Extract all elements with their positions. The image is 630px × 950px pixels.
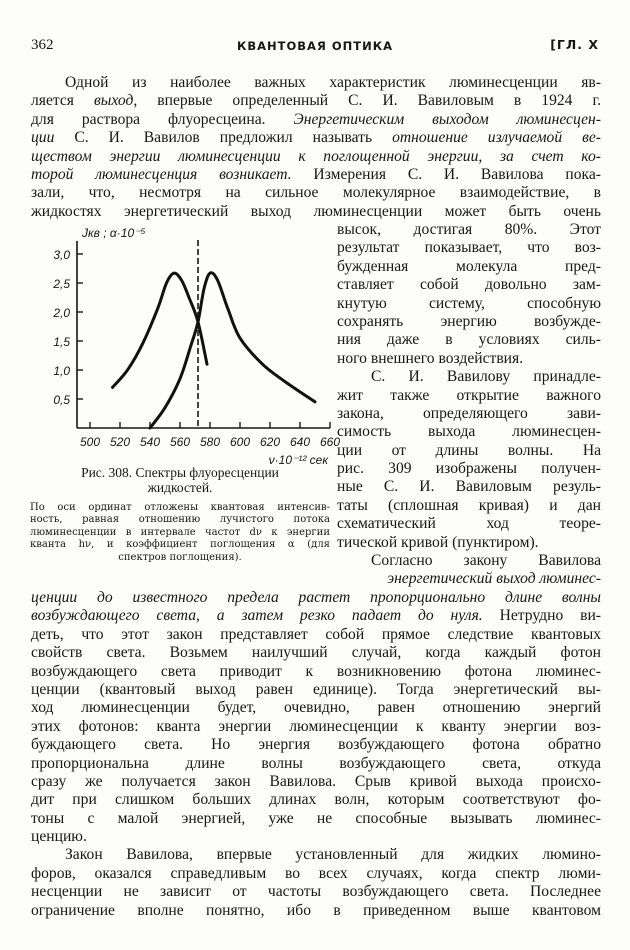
x-tick-label: 600 xyxy=(229,435,251,449)
italic-text: Энергетическим выходом люминесцен- xyxy=(293,110,601,128)
text-segment: тоны с малой энергией, уже не способные вызывать люминес- xyxy=(31,809,601,827)
text-segment: ценции (квантовый выход равен единице). Тогда энергетический вы- xyxy=(31,680,601,698)
text-segment: ляется xyxy=(31,92,94,110)
text-segment: Нетрудно ви- xyxy=(482,607,601,625)
italic-text: отношение излучаемой ве- xyxy=(392,129,601,147)
text-line xyxy=(337,478,601,496)
text-segment: С. И. Вавилов предложил называть xyxy=(54,129,393,147)
text-segment: ставляет собой довольно зам- xyxy=(337,276,601,294)
text-segment: бужденная молекула пред- xyxy=(337,257,601,275)
text-segment: для раствора флуоресцеина. xyxy=(31,110,294,128)
text-segment: Измерения С. И. Вавилова пока- xyxy=(291,165,601,183)
note-line: спектров поглощения). xyxy=(118,551,242,563)
text-line xyxy=(337,387,601,405)
page-number: 362 xyxy=(31,37,54,53)
text-line xyxy=(31,626,601,644)
text-segment: ции от длины волны. На xyxy=(337,441,601,459)
x-tick-label: 580 xyxy=(199,435,221,449)
caption-line: Рис. 308. Спектры флуоресценции xyxy=(81,465,279,480)
text-segment: Согласно закону Вавилова xyxy=(371,552,601,570)
text-segment: этих фотонов: кванта энергии люминесценции к кванту энергии воз- xyxy=(31,717,601,735)
figure-308 xyxy=(30,221,341,589)
y-tick-label: 2,5 xyxy=(53,277,70,291)
paragraph-block-bottom xyxy=(31,589,601,920)
x-axis-label: ν·10⁻¹² сек xyxy=(268,453,328,467)
text-line xyxy=(337,239,601,257)
text-line xyxy=(31,883,601,901)
text-segment: деть, что этот закон представляет собой прямое следствие квантовых xyxy=(31,625,601,643)
x-tick-label: 560 xyxy=(169,435,191,449)
y-tick-label: 3,0 xyxy=(53,248,70,262)
text-line xyxy=(31,148,601,166)
text-segment: сохранять энергию возбужде- xyxy=(337,312,601,330)
text-line xyxy=(337,515,601,533)
running-title: КВАНТОВАЯ ОПТИКА xyxy=(236,39,393,53)
text-segment: таты (сплошная кривая) и дан xyxy=(337,496,601,514)
note-line: кванта hν, и коэффициент поглощения α (для xyxy=(30,539,330,551)
text-segment: тической кривой (пунктиром). xyxy=(337,533,539,551)
text-line xyxy=(337,350,601,368)
y-tick-label: 1,0 xyxy=(53,364,70,378)
text-line xyxy=(31,111,601,129)
text-segment: свойств света. Возьмем наилучший случай, когда каждый фотон xyxy=(31,644,601,662)
text-line xyxy=(337,442,601,460)
text-line xyxy=(337,295,601,313)
text-line xyxy=(31,184,601,202)
italic-text: ществом энергии люминесценции к поглощенной энергии, за счет ко- xyxy=(31,147,601,165)
x-tick-label: 660 xyxy=(319,435,341,449)
italic-text: выход, xyxy=(93,92,138,110)
text-line xyxy=(337,423,601,441)
text-segment: жидкостях энергетический выход люминесценции может быть очень xyxy=(31,202,601,220)
text-line xyxy=(337,570,601,588)
text-segment: Закон Вавилова, впервые установленный для жидких люмино- xyxy=(65,846,601,864)
italic-text: ценции до известного предела растет пропорционально длине волны xyxy=(31,589,601,606)
text-line xyxy=(31,846,601,864)
text-line xyxy=(31,810,601,828)
text-line xyxy=(337,368,601,386)
text-line xyxy=(31,663,601,681)
text-segment: возбуждающего света приводит к возникновению фотона люминес- xyxy=(31,662,601,680)
text-segment: сразу же получается закон Вавилова. Срыв кривой выхода происхо- xyxy=(31,772,601,790)
text-line xyxy=(337,405,601,423)
text-line xyxy=(31,791,601,809)
text-segment: пропорциональна длине волны возбуждающего света, откуда xyxy=(31,754,601,772)
note-line: ность, равная отношению лучистого потока xyxy=(30,514,330,526)
text-segment: впервые определенный С. И. Вавиловым в 1924 г. xyxy=(137,92,602,110)
text-segment: результат показывает, что воз- xyxy=(337,239,601,257)
paragraph-block-side xyxy=(337,221,601,589)
italic-text: торой люминесценция возникает. xyxy=(31,165,292,183)
text-line xyxy=(337,221,601,239)
chapter-label: [ГЛ. X xyxy=(550,37,599,52)
x-tick-label: 620 xyxy=(259,435,281,449)
text-segment: ценцию. xyxy=(31,828,87,846)
text-segment: С. И. Вавилову принадле- xyxy=(371,368,601,386)
text-line xyxy=(31,718,601,736)
absorption-curve xyxy=(113,273,208,387)
text-segment: форов, оказался справедливым во всех случаях, когда спектр люми- xyxy=(31,864,601,882)
text-segment: высок, достигая 80%. Этот xyxy=(337,221,601,238)
y-tick-label: 2,0 xyxy=(53,306,70,320)
text-segment: Одной из наиболее важных характеристик люминесценции яв- xyxy=(65,74,601,91)
italic-text: возбуждающего света, а затем резко падает до нуля. xyxy=(31,607,483,625)
text-segment: ход люминесценции будет, очевидно, равен отношению энергий xyxy=(31,699,601,717)
text-line xyxy=(31,129,601,147)
text-segment: буждающего света. Но энергия возбуждающего фотона обратно xyxy=(31,736,601,754)
text-line xyxy=(31,203,601,221)
text-segment: дит при слишком больших длинах волн, которым соответствуют фо- xyxy=(31,791,601,809)
italic-text: ции xyxy=(31,129,55,147)
paragraph-block-top xyxy=(31,74,601,221)
text-segment: закона, определяющего зави- xyxy=(337,404,601,422)
text-line xyxy=(337,258,601,276)
text-segment: ного внешнего воздействия. xyxy=(337,349,524,367)
text-line xyxy=(31,644,601,662)
text-segment: зали, что, несмотря на сильное молекулярное взаимодействие, в xyxy=(31,184,601,202)
text-segment: схематический ход теоре- xyxy=(337,515,601,533)
text-segment: рис. 309 изображены получен- xyxy=(337,460,601,478)
text-line xyxy=(31,865,601,883)
figure-caption xyxy=(30,465,330,495)
text-segment: несценции не зависит от частоты возбуждающего света. Последнее xyxy=(31,883,601,901)
text-line xyxy=(337,313,601,331)
spectra-chart xyxy=(30,221,341,467)
y-tick-label: 0,5 xyxy=(53,393,70,407)
text-segment: кнутую систему, способную xyxy=(337,294,601,312)
y-axis-label: Jкв ; α·10⁻⁵ xyxy=(82,226,146,240)
text-line xyxy=(31,681,601,699)
fluorescence-curve xyxy=(150,273,315,428)
x-tick-label: 640 xyxy=(289,435,311,449)
text-segment: ния даже в условиях силь- xyxy=(337,331,601,349)
x-tick-label: 500 xyxy=(79,435,101,449)
text-line xyxy=(31,755,601,773)
text-line xyxy=(31,589,601,607)
text-line xyxy=(337,534,601,552)
caption-line: жидкостей. xyxy=(147,480,213,495)
figure-notes xyxy=(30,502,330,564)
text-line xyxy=(31,736,601,754)
text-line xyxy=(31,607,601,625)
text-line xyxy=(31,828,601,846)
text-line xyxy=(31,166,601,184)
x-tick-label: 520 xyxy=(109,435,131,449)
text-line xyxy=(31,92,601,110)
text-line xyxy=(31,74,601,92)
x-tick-label: 540 xyxy=(139,435,161,449)
text-line xyxy=(337,497,601,515)
text-line xyxy=(337,460,601,478)
text-line xyxy=(31,699,601,717)
text-line xyxy=(337,331,601,349)
text-segment: ограничение вполне понятно, ибо в приведенном выше квантовом xyxy=(31,901,601,919)
text-segment: жит также открытие важного xyxy=(337,386,601,404)
text-line xyxy=(31,902,601,920)
text-segment: ные С. И. Вавиловым резуль- xyxy=(337,478,601,496)
italic-text: энергетический выход люминес- xyxy=(387,570,601,588)
text-line xyxy=(337,276,601,294)
text-segment: симость выхода люминесцен- xyxy=(337,423,601,441)
text-line xyxy=(337,552,601,570)
note-line: люминесценции в интервале частот dν к энергии xyxy=(30,526,330,538)
y-tick-label: 1,5 xyxy=(53,335,70,349)
text-line xyxy=(31,773,601,791)
note-line: По оси ординат отложены квантовая интенсив- xyxy=(30,502,330,513)
